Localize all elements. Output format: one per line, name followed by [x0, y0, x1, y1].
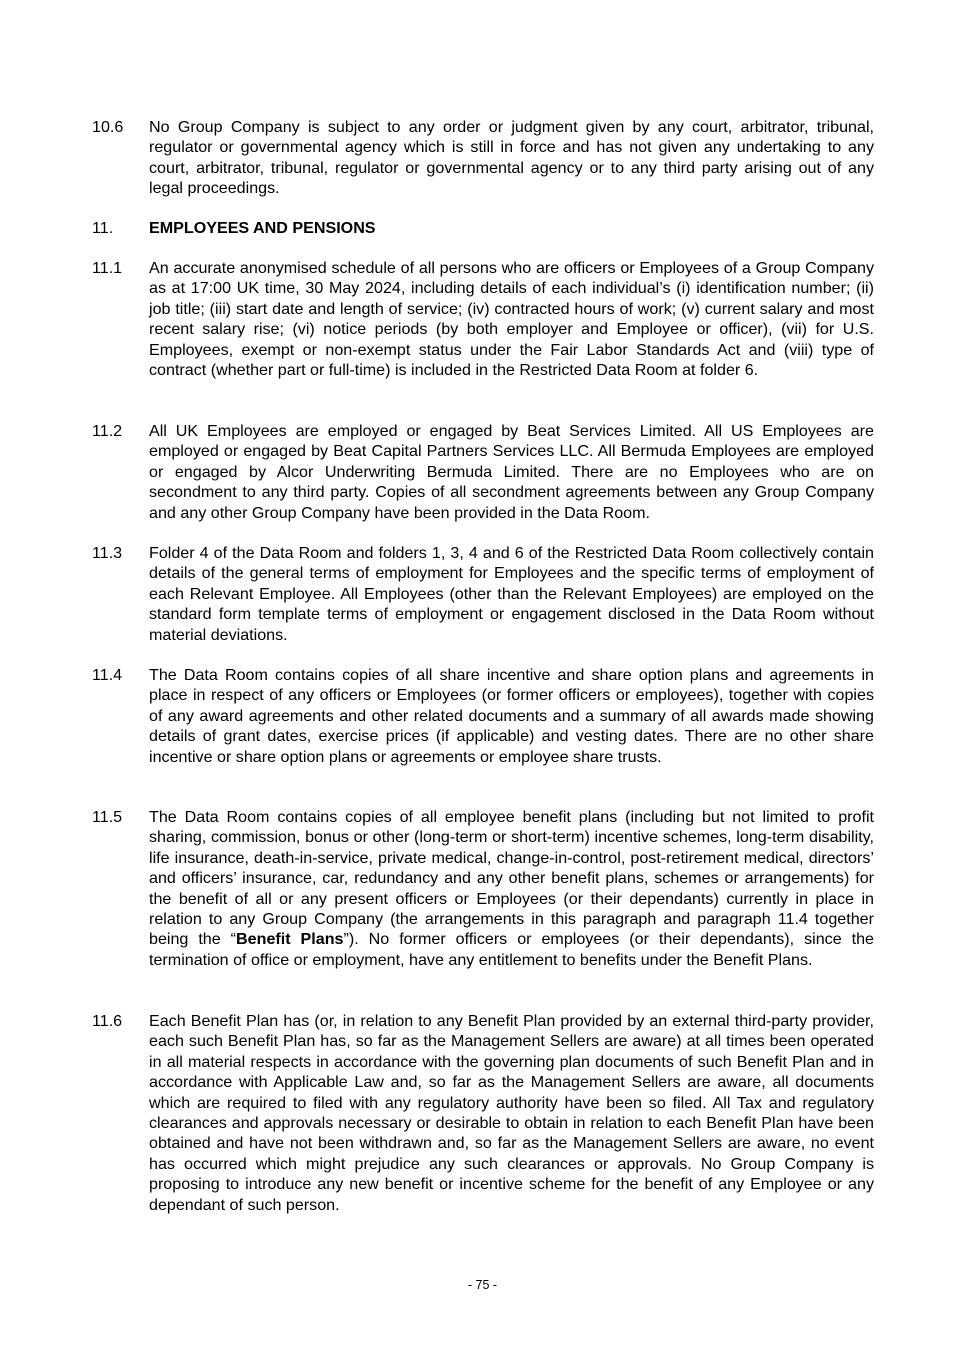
- clause-number: 11.1: [92, 259, 123, 277]
- page-number: - 75 -: [467, 1278, 498, 1292]
- clause-text-after: ”). No former officers or employees (or their dependants), since the termination of office or employment, have any entitlement to benefits under the Benefit Plans.: [149, 930, 874, 969]
- clause-10-6: [92, 117, 874, 199]
- section-heading-11: [92, 218, 874, 238]
- clause-11-6: [92, 1011, 874, 1215]
- clause-11-2: [92, 421, 874, 523]
- clause-text: Folder 4 of the Data Room and folders 1, 3, 4 and 6 of the Restricted Data Room collectively contain details of the general terms of employment for Employees and the specific terms of employment of each Relevant Employee. All Employees (other than the Relevant Employees) are employed on the standard form template terms of employment or engagement disclosed in the Data Room without material deviations.: [149, 544, 874, 644]
- clause-number: 11.4: [92, 666, 123, 684]
- clause-text: [149, 807, 874, 970]
- clause-number: 11.5: [92, 808, 123, 826]
- clause-11-3: [92, 543, 874, 645]
- clause-number: 11.6: [92, 1012, 123, 1030]
- clause-number: 11.2: [92, 422, 123, 440]
- clause-11-4: [92, 665, 874, 767]
- clause-number: 11.3: [92, 544, 123, 562]
- clause-text: No Group Company is subject to any order or judgment given by any court, arbitrator, tribunal, regulator or governmental agency which is still in force and has not given any undertaking to any court, arbitrator, tribunal, regulator or governmental agency or to any third party arising out of any legal proceedings.: [149, 118, 874, 198]
- section-number: 11.: [92, 219, 114, 237]
- clause-text-before: The Data Room contains copies of all employee benefit plans (including but not limited to profit sharing, commission, bonus or other (long-term or short-term) incentive schemes, long-term disability, life insurance, death-in-service, private medical, change-in-control, post-retirement medical, directors’ and officers’ insurance, car, redundancy and any other benefit plans, schemes or arrangements) for the benefit of all or any present officers or Employees (or their dependants) currently in place in relation to any Group Company (the arrangements in this paragraph and paragraph 11.4 together being the “: [149, 808, 874, 949]
- clause-11-1: [92, 258, 874, 380]
- clause-text: All UK Employees are employed or engaged by Beat Services Limited. All US Employees are employed or engaged by Beat Capital Partners Services LLC. All Bermuda Employees are employed or engaged by Alcor Underwriting Bermuda Limited. There are no Employees who are on secondment to any third party. Copies of all secondment agreements between any Group Company and any other Group Company have been provided in the Data Room.: [149, 422, 874, 522]
- section-heading: EMPLOYEES AND PENSIONS: [149, 219, 376, 237]
- defined-term: Benefit Plans: [236, 930, 344, 949]
- clause-number: 10.6: [92, 118, 124, 136]
- clause-11-5: [92, 807, 874, 970]
- clause-text: The Data Room contains copies of all share incentive and share option plans and agreements in place in respect of any officers or Employees (or former officers or employees), together with copies of any award agreements and other related documents and a summary of all awards made showing details of grant dates, exercise prices (if applicable) and vesting dates. There are no other share incentive or share option plans or agreements or employee share trusts.: [149, 666, 874, 766]
- clause-text: An accurate anonymised schedule of all persons who are officers or Employees of a Group Company as at 17:00 UK time, 30 May 2024, including details of each individual’s (i) identification number; (ii) job title; (iii) start date and length of service; (iv) contracted hours of work; (v) current salary and most recent salary rise; (vi) notice periods (by both employer and Employee or officer), (vii) for U.S. Employees, exempt or non-exempt status under the Fair Labor Standards Act and (viii) type of contract (whether part or full-time) is included in the Restricted Data Room at folder 6.: [149, 259, 874, 380]
- clause-text: Each Benefit Plan has (or, in relation to any Benefit Plan provided by an external third-party provider, each such Benefit Plan has, so far as the Management Sellers are aware) at all times been operated in all material respects in accordance with the governing plan documents of such Benefit Plan and in accordance with Applicable Law and, so far as the Management Sellers are aware, all documents which are required to filed with any regulatory authority have been so filed. All Tax and regulatory clearances and approvals necessary or desirable to obtain in relation to each Benefit Plan have been obtained and have not been withdrawn and, so far as the Management Sellers are aware, no event has occurred which might prejudice any such clearances or approvals. No Group Company is proposing to introduce any new benefit or incentive scheme for the benefit of any Employee or any dependant of such person.: [149, 1012, 874, 1214]
